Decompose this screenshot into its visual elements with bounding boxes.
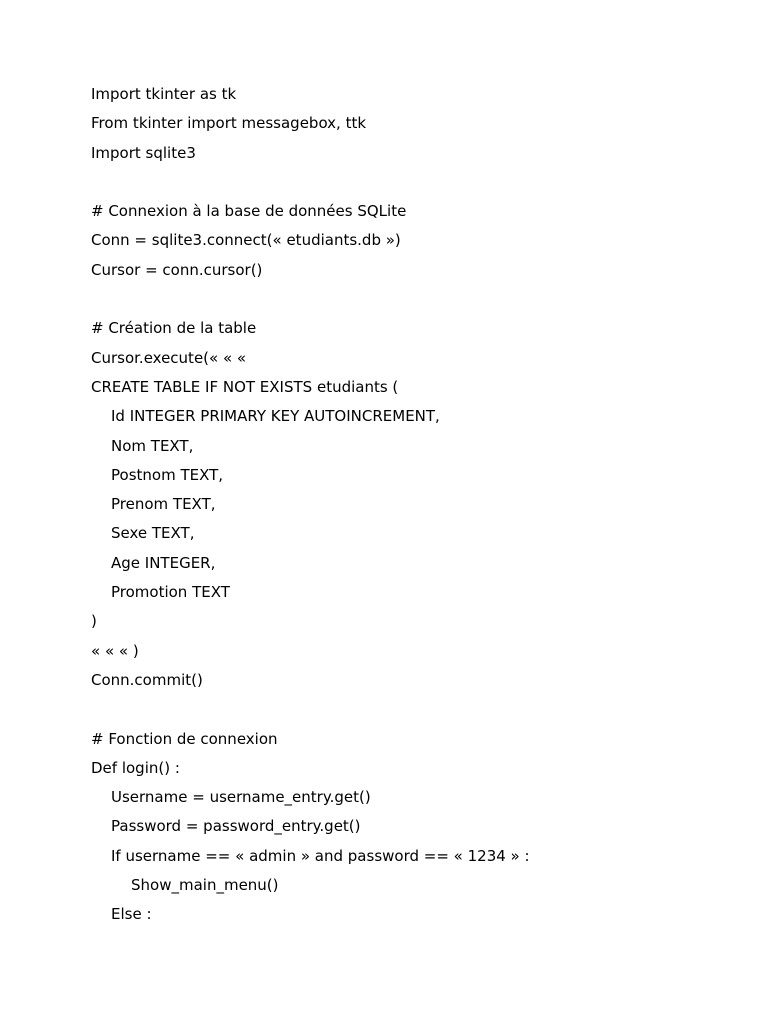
code-line: CREATE TABLE IF NOT EXISTS etudiants (: [91, 377, 399, 396]
code-line: If username == « admin » and password == « 1234 » :: [111, 846, 530, 865]
code-line: Cursor.execute(« « «: [91, 348, 247, 367]
code-listing: [91, 84, 530, 934]
code-line: Conn.commit(): [91, 670, 203, 689]
blank-line: [91, 699, 530, 728]
code-line: Username = username_entry.get(): [111, 788, 371, 807]
code-line: Prenom TEXT,: [111, 495, 216, 514]
code-line: # Création de la table: [91, 319, 257, 338]
code-line: Postnom TEXT,: [111, 465, 224, 484]
code-line: Age INTEGER,: [111, 553, 216, 572]
blank-line: [91, 289, 530, 318]
code-line: From tkinter import messagebox, ttk: [91, 114, 367, 133]
code-line: Else :: [111, 905, 152, 924]
code-line: # Fonction de connexion: [91, 729, 278, 748]
code-line: Sexe TEXT,: [111, 524, 195, 543]
blank-line: [91, 172, 530, 201]
code-line: Import tkinter as tk: [91, 85, 237, 103]
code-line: « « « ): [91, 641, 139, 660]
code-line: Def login() :: [91, 758, 180, 777]
code-line: Conn = sqlite3.connect(« etudiants.db »): [91, 231, 401, 250]
code-line: Promotion TEXT: [111, 583, 230, 602]
code-line: Nom TEXT,: [111, 436, 194, 455]
code-line: # Connexion à la base de données SQLite: [91, 202, 407, 221]
code-line: Show_main_menu(): [131, 876, 279, 895]
code-line: ): [91, 612, 97, 631]
code-line: Id INTEGER PRIMARY KEY AUTOINCREMENT,: [111, 407, 440, 426]
code-line: Import sqlite3: [91, 143, 196, 162]
code-line: Cursor = conn.cursor(): [91, 260, 263, 279]
code-line: Password = password_entry.get(): [111, 817, 361, 836]
